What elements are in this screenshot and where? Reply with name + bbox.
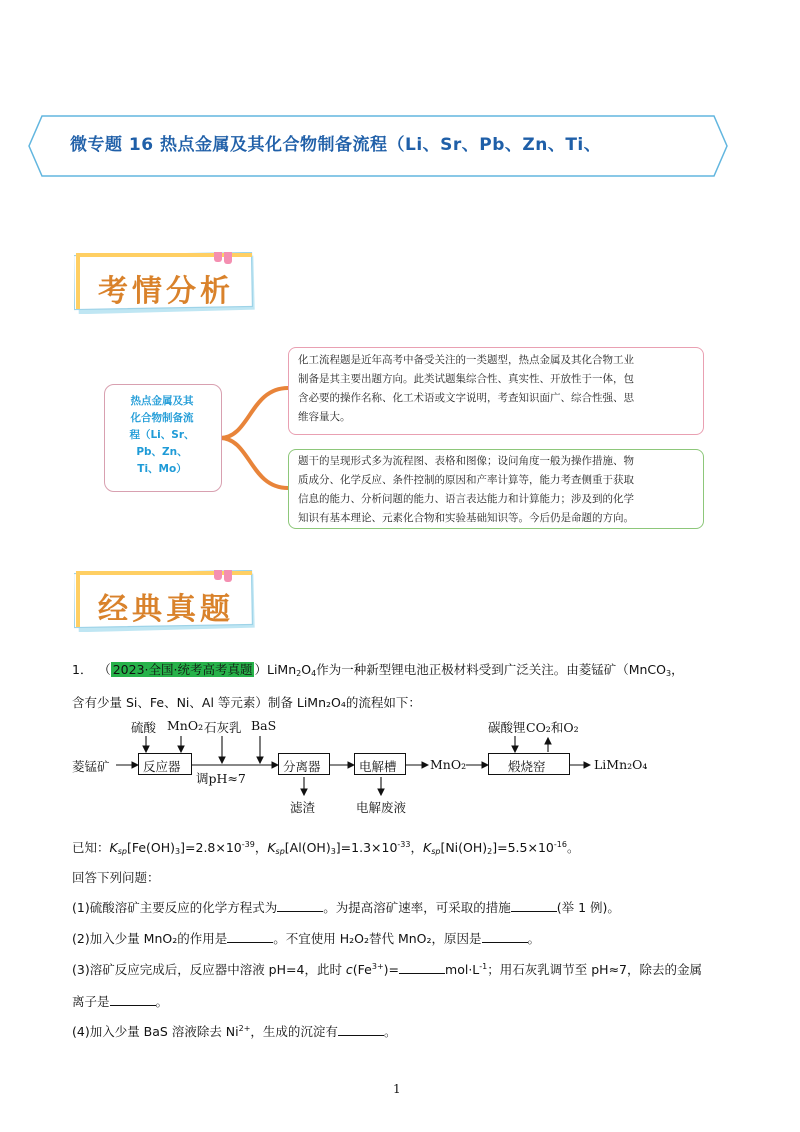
box-line: 知识有基本理论、元素化合物和实验基础知识等。今后仍是命题的方向。: [298, 512, 634, 524]
ksp-text: [Fe(OH): [126, 840, 176, 855]
flow-residue: 滤渣: [290, 800, 316, 815]
intro-text: ，: [671, 662, 684, 677]
q-text: c: [345, 962, 353, 977]
question-number: 1．: [72, 662, 93, 677]
subscript: 4: [311, 669, 317, 678]
q-text: mol·L: [445, 962, 480, 977]
q-text: (3)溶矿反应完成后，反应器中溶液 pH=4，此时: [72, 962, 346, 977]
answer-blank[interactable]: [110, 993, 156, 1006]
q-text: 。: [527, 931, 541, 946]
q-text: 。不宜使用 H₂O₂替代 MnO₂，原因是: [273, 931, 482, 946]
formula-text: LiMn: [267, 662, 297, 677]
q-text: (1)硫酸溶矿主要反应的化学方程式为: [72, 900, 278, 915]
q-text: 。为提高溶矿速率，可采取的措施: [323, 900, 511, 915]
page-number: 1: [393, 1082, 401, 1096]
box-line: 化工流程题是近年高考中备受关注的一类题型，热点金属及其化合物工业: [298, 354, 634, 366]
box-line: 维容量大。: [298, 411, 351, 423]
subquestion-2: [72, 929, 540, 947]
source-tag: 2023·全国·统考高考真题: [112, 662, 253, 677]
flow-waste: 电解废液: [356, 800, 407, 815]
flow-input-bas: BaS: [251, 718, 277, 733]
ksp-text: 。: [566, 840, 580, 855]
subscript: 2: [487, 847, 493, 856]
paren: ）: [254, 662, 267, 677]
flow-box-electrolyzer-label: 电解槽: [359, 759, 397, 774]
subscript: 3: [665, 669, 672, 678]
center-line: Ti、Mo）: [137, 463, 187, 475]
intro-text: 作为一种新型锂电池正极材料受到广泛关注。由菱锰矿（MnCO: [316, 662, 666, 677]
q-text: 。: [383, 1024, 397, 1039]
q-text: )=: [383, 962, 400, 977]
known-constants: 已知：$K_{sp}[Fe(OH)_3]=2.8\times 10^{-39}$，$K_{sp}[Al(OH)_3]=1.3\times 10^{-33}$，$K_{sp}[Ni(OH)_2]=5.5\times 10^{-16}$。: [72, 840, 580, 856]
q-text: ；用石灰乳调节至 pH≈7，除去的金属: [487, 962, 703, 977]
subscript: 2: [296, 669, 302, 678]
flow-box-kiln-label: 煅烧窑: [508, 759, 546, 774]
flow-input-mno2: MnO₂: [167, 718, 204, 733]
subscript: sp: [275, 847, 285, 856]
center-line: Pb、Zn、: [136, 446, 188, 458]
q-text: (Fe: [352, 962, 372, 977]
subquestion-3-line2: [72, 992, 168, 1010]
answer-blank[interactable]: [511, 899, 557, 912]
answer-blank[interactable]: [277, 899, 323, 912]
ksp-text: ]=2.8×10: [180, 840, 242, 855]
answer-blank[interactable]: [399, 961, 445, 974]
subquestion-3: [72, 960, 702, 978]
answer-prompt: 回答下列问题：: [72, 870, 160, 885]
q-text: ，生成的沉淀有: [250, 1024, 338, 1039]
box-line: 质成分、化学反应、条件控制的原因和产率计算等，能力考查侧重于获取: [298, 474, 634, 486]
ksp-text: [Ni(OH): [440, 840, 488, 855]
superscript: 2+: [238, 1024, 251, 1033]
flow-input-li2co3: 碳酸锂: [488, 720, 526, 735]
section-heading-text: 考情分析: [98, 274, 234, 309]
flow-raw-material: 菱锰矿: [72, 759, 110, 774]
ksp-text: [Al(OH): [284, 840, 331, 855]
center-line: 程（Li、Sr、: [129, 429, 195, 441]
flow-input-acid: 硫酸: [131, 720, 157, 735]
superscript: 3+: [371, 962, 384, 971]
box-line: 信息的能力、分析问题的能力、语言表达能力和计算能力；涉及到的化学: [298, 493, 634, 505]
subquestion-4: [72, 1022, 396, 1040]
superscript: -1: [479, 962, 488, 971]
ksp-symbol: K: [267, 840, 276, 855]
flow-box-separator-label: 分离器: [283, 759, 321, 774]
center-line: 热点金属及其: [130, 395, 194, 407]
ksp-text: ]=1.3×10: [335, 840, 398, 855]
subscript: sp: [431, 847, 441, 856]
box-line: 制备是其主要出题方向。此类试题集综合性、真实性、开放性于一体，包: [298, 373, 634, 385]
superscript: -16: [553, 840, 567, 849]
flow-input-lime: 石灰乳: [204, 720, 242, 735]
q-text: (2)加入少量 MnO₂的作用是: [72, 931, 228, 946]
subscript: 3: [175, 847, 181, 856]
flow-output-gas: CO₂和O₂: [526, 720, 579, 735]
box-line: 含必要的操作名称、化工术语或文字说明，考查知识面广、综合性强、思: [298, 392, 634, 404]
subquestion-1: [72, 898, 620, 916]
formula-text: O: [301, 662, 312, 677]
paren: （: [104, 662, 111, 677]
answer-blank[interactable]: [338, 1023, 384, 1036]
answer-blank[interactable]: [482, 930, 528, 943]
answer-blank[interactable]: [227, 930, 273, 943]
flow-ph-note: 调pH≈7: [196, 771, 246, 786]
flow-mno2-out: MnO₂: [430, 757, 467, 772]
ksp-text: ]=5.5×10: [492, 840, 554, 855]
subscript: 3: [330, 847, 336, 856]
question-intro-line2: 含有少量 Si、Fe、Ni、Al 等元素）制备 LiMn₂O₄的流程如下：: [72, 695, 421, 710]
q-text: (4)加入少量 BaS 溶液除去 Ni: [72, 1024, 239, 1039]
subscript: sp: [117, 847, 127, 856]
superscript: -33: [397, 840, 411, 849]
ksp-symbol: K: [109, 840, 118, 855]
q-text: 离子是: [72, 994, 110, 1009]
known-label: 已知：: [72, 840, 110, 855]
center-line: 化合物制备流: [130, 412, 194, 424]
section-heading-text: 经典真题: [98, 592, 234, 627]
q-text: 。: [155, 994, 169, 1009]
ksp-symbol: K: [423, 840, 432, 855]
superscript: -39: [241, 840, 255, 849]
q-text: (举 1 例)。: [556, 900, 620, 915]
box-line: 题干的呈现形式多为流程图、表格和图像；设问角度一般为操作措施、物: [298, 455, 634, 467]
page-title: 微专题 16 热点金属及其化合物制备流程（Li、Sr、Pb、Zn、Ti、: [70, 135, 602, 155]
flow-product: LiMn₂O₄: [594, 757, 648, 772]
flow-box-reactor-label: 反应器: [143, 759, 181, 774]
